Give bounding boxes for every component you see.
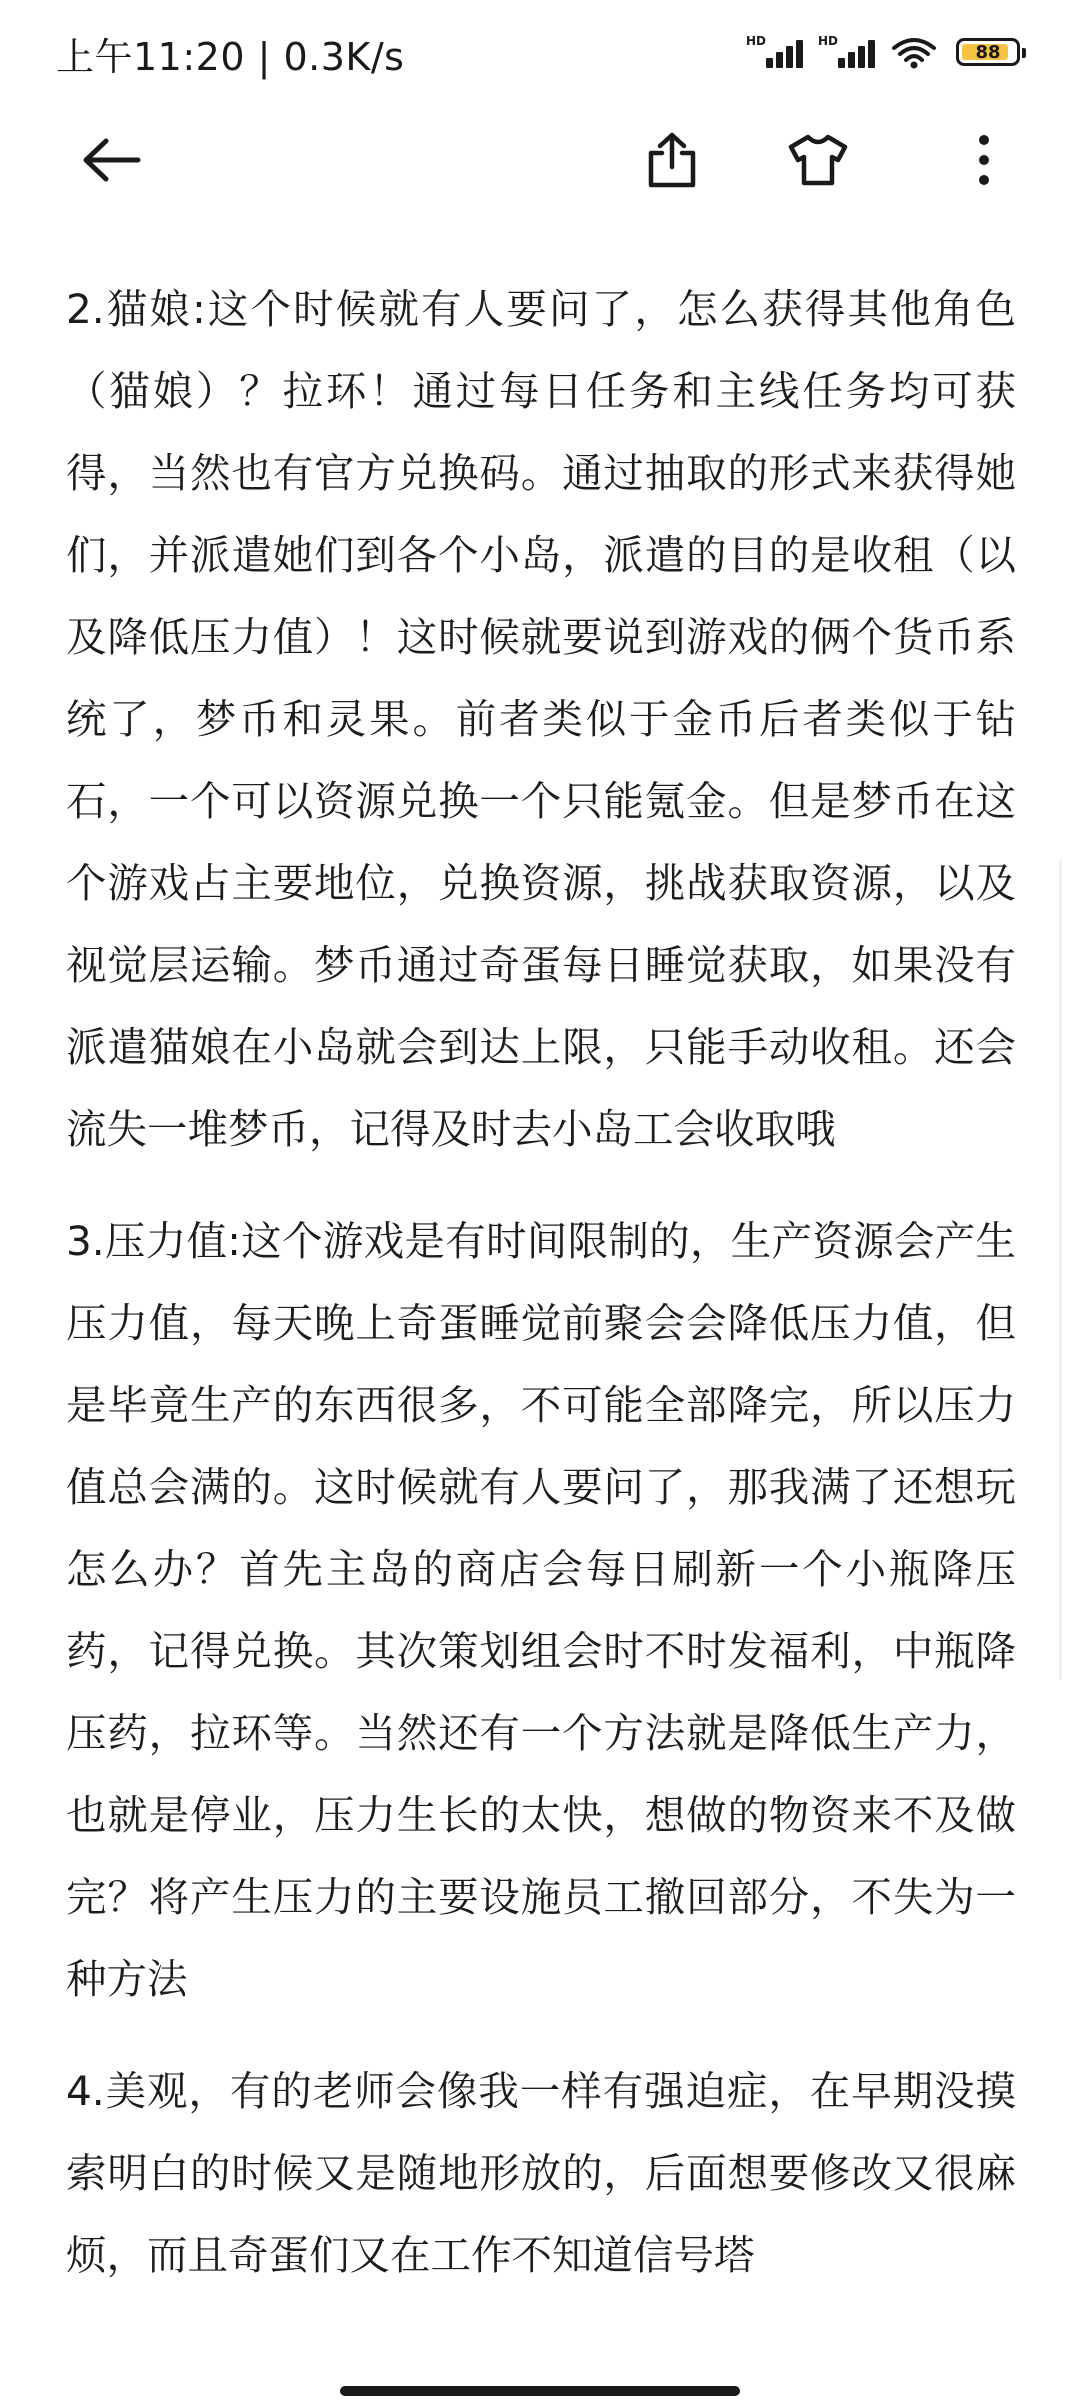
status-bar [0, 0, 1080, 100]
battery-level: 88 [975, 41, 1001, 63]
article-paragraph: 4.美观，有的老师会像我一样有强迫症，在早期没摸索明白的时候又是随地形放的，后面想要修改又很麻烦，而且奇蛋们又在工作不知道信号塔 [66, 2067, 1016, 2279]
status-time-speed: 上午11:20 | 0.3K/s [56, 35, 405, 79]
signal-hd-label: HD [746, 34, 767, 48]
tshirt-icon [787, 133, 849, 187]
signal-icon [818, 34, 876, 70]
more-vertical-icon [974, 132, 994, 188]
article-paragraph: 3.压力值:这个游戏是有时间限制的，生产资源会产生压力值，每天晚上奇蛋睡觉前聚会会降低压力值，但是毕竟生产的东西很多，不可能全部降完，所以压力值总会满的。这时候就有人要问了，那我满了还想玩怎么办？首先主岛的商店会每日刷新一个小瓶降压药，记得兑换。其次策划组会时不时发福利，中瓶降压药，拉环等。当然还有一个方法就是降低生产力，也就是停业，压力生长的太快，想做的物资来不及做完？将产生压力的主要设施员工撤回部分，不失为一种方法 [66, 1217, 1016, 2003]
article-paragraph: 2.猫娘:这个时候就有人要问了，怎么获得其他角色（猫娘）？拉环！通过每日任务和主线任务均可获得，当然也有官方兑换码。通过抽取的形式来获得她们，并派遣她们到各个小岛，派遣的目的是收租（以及降低压力值）！这时候就要说到游戏的俩个货币系统了，梦币和灵果。前者类似于金币后者类似于钻石，一个可以资源兑换一个只能氪金。但是梦币在这个游戏占主要地位，兑换资源，挑战获取资源，以及视觉层运输。梦币通过奇蛋每日睡觉获取，如果没有派遣猫娘在小岛就会到达上限，只能手动收租。还会流失一堆梦币，记得及时去小岛工会收取哦 [66, 285, 1016, 1153]
theme-button[interactable] [778, 120, 858, 200]
share-button[interactable] [632, 120, 712, 200]
signal-icon [746, 34, 804, 70]
wifi-icon [890, 34, 938, 70]
arrow-left-icon [82, 138, 142, 182]
back-button[interactable] [72, 120, 152, 200]
status-icons [746, 32, 1020, 72]
article-body [66, 268, 1016, 2326]
scrollbar[interactable] [1059, 860, 1062, 1680]
share-icon [645, 131, 699, 189]
more-button[interactable] [944, 120, 1024, 200]
home-indicator[interactable] [340, 2386, 740, 2396]
battery-icon [956, 38, 1020, 66]
signal-hd-label: HD [818, 34, 839, 48]
toolbar [0, 100, 1080, 220]
